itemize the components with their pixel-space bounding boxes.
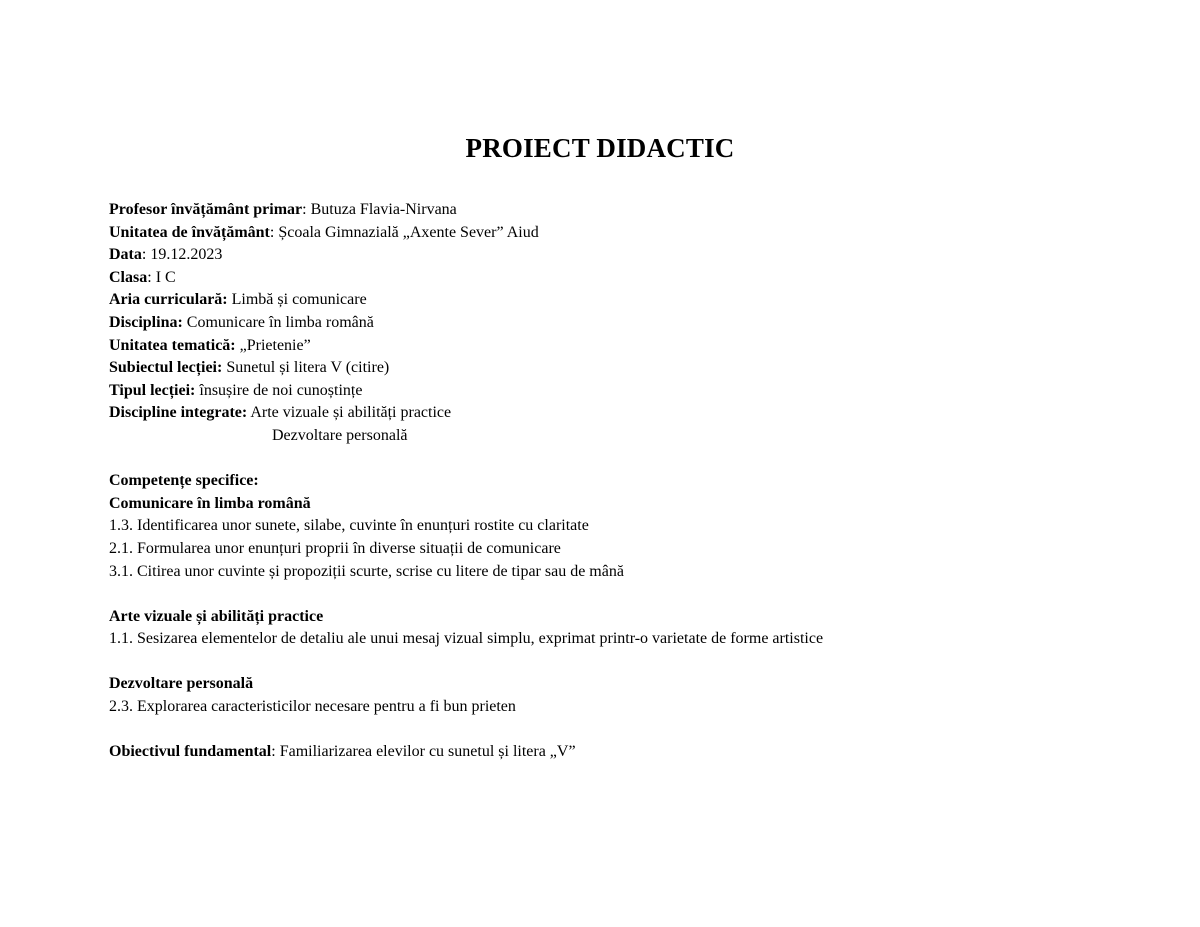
section-heading: Dezvoltare personală bbox=[109, 675, 254, 693]
info-value: Dezvoltare personală bbox=[272, 426, 408, 444]
info-row-school bbox=[109, 222, 1109, 245]
info-value: Limbă și comunicare bbox=[231, 291, 367, 309]
info-label: Disciplina: bbox=[109, 313, 183, 331]
info-value: I C bbox=[155, 268, 176, 286]
document-title: PROIECT DIDACTIC bbox=[465, 133, 735, 163]
section-heading: Arte vizuale și abilități practice bbox=[109, 607, 324, 625]
competency-item: 1.3. Identificarea unor sunete, silabe, cuvinte în enunțuri rostite cu claritate bbox=[109, 517, 589, 535]
info-value: Arte vizuale și abilități practice bbox=[250, 404, 452, 422]
info-row-date bbox=[109, 244, 1109, 267]
objective-label: Obiectivul fundamental bbox=[109, 743, 272, 761]
document-body bbox=[109, 199, 1109, 764]
info-row-class bbox=[109, 267, 1109, 290]
info-separator: : bbox=[141, 246, 151, 264]
info-row-teacher bbox=[109, 199, 1109, 222]
competency-item: 2.1. Formularea unor enunțuri proprii în diverse situații de comunicare bbox=[109, 539, 561, 557]
info-label: Aria curriculară: bbox=[109, 291, 228, 309]
competency-item: 1.1. Sesizarea elementelor de detaliu ale unui mesaj vizual simplu, exprimat printr-o varietate de forme artistice bbox=[109, 630, 824, 648]
info-value: Comunicare în limba română bbox=[186, 313, 374, 331]
info-row-curricular-area bbox=[109, 289, 1109, 312]
info-row-thematic-unit bbox=[109, 335, 1109, 358]
objective-value: Familiarizarea elevilor cu sunetul și litera „V” bbox=[279, 743, 576, 761]
spacer bbox=[109, 651, 1109, 674]
integrated-discipline-continuation bbox=[109, 425, 1109, 448]
info-label: Profesor învățământ primar bbox=[109, 201, 303, 218]
info-value: 19.12.2023 bbox=[150, 246, 223, 264]
info-row-integrated-disciplines bbox=[109, 402, 1109, 425]
info-value: Școala Gimnazială „Axente Sever” Aiud bbox=[278, 223, 539, 241]
info-separator: : bbox=[147, 268, 156, 286]
objective-separator: : bbox=[271, 743, 280, 761]
info-row-lesson-type bbox=[109, 380, 1109, 403]
info-value: însușire de noi cunoștințe bbox=[199, 381, 363, 399]
info-label: Clasa bbox=[109, 268, 148, 286]
competency-item: 3.1. Citirea unor cuvinte și propoziții scurte, scrise cu litere de tipar sau de mână bbox=[109, 562, 624, 580]
info-label: Subiectul lecției: bbox=[109, 359, 223, 377]
info-separator: : bbox=[269, 223, 279, 241]
info-value: Sunetul și litera V (citire) bbox=[226, 359, 390, 377]
info-label: Unitatea de învățământ bbox=[109, 223, 270, 241]
spacer bbox=[109, 719, 1109, 742]
info-label: Unitatea tematică: bbox=[109, 336, 236, 354]
info-label: Data bbox=[109, 246, 142, 264]
info-label: Discipline integrate: bbox=[109, 404, 248, 422]
competencies-heading: Competențe specifice: bbox=[109, 472, 259, 490]
info-value: Butuza Flavia-Nirvana bbox=[310, 201, 457, 218]
info-row-discipline bbox=[109, 312, 1109, 335]
fundamental-objective bbox=[109, 741, 1109, 764]
info-row-lesson-subject bbox=[109, 357, 1109, 380]
info-separator: : bbox=[302, 201, 311, 218]
spacer bbox=[109, 583, 1109, 606]
section-heading: Comunicare în limba română bbox=[109, 494, 311, 512]
info-label: Tipul lecției: bbox=[109, 381, 196, 399]
competency-item: 2.3. Explorarea caracteristicilor necesare pentru a fi bun prieten bbox=[109, 698, 516, 716]
spacer bbox=[109, 448, 1109, 471]
info-value: „Prietenie” bbox=[239, 336, 311, 354]
